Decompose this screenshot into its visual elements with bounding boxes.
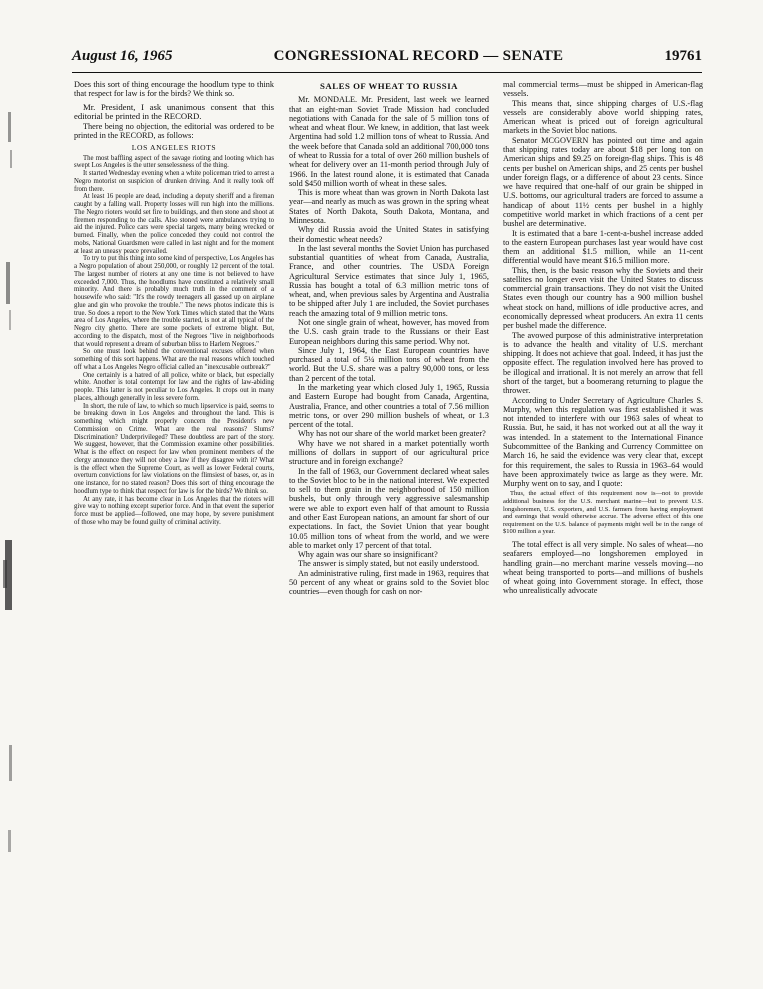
column-left [74, 80, 274, 980]
editorial-paragraph: At any rate, it has become clear in Los Angeles that the rioters will give way to nothing except superior force. And in that event the superior force must be applied—followed, one may hope, by severe punishment of those who may be found guilty of criminal activity. [74, 495, 274, 526]
page-number: 19761 [664, 48, 702, 64]
speech-paragraph: The avowed purpose of this administrative interpretation is to advance the health and vitality of U.S. merchant shipping. It does not achieve that goal. Indeed, it has just the opposite effect. The regulation involved here has proved to be illogical and irrational. It is not merely an arrow that fell short of the target, but a boomerang returning to plague the thrower. [503, 330, 703, 396]
print-order-text: There being no objection, the editorial was ordered to be printed in the RECORD, as follows: [74, 121, 274, 140]
masthead [72, 48, 702, 73]
speech-paragraph: Since July 1, 1964, the East European countries have purchased a total of 5¼ million tons of wheat from the world. But the U.S. share was a paltry 90,000 tons, or less than 2 percent of the total. [289, 345, 489, 383]
editorial-paragraph: The most baffling aspect of the savage rioting and looting which has swept Los Angeles is the utter senselessness of the thing. [74, 154, 274, 170]
column-right [503, 80, 703, 980]
editorial-paragraph: At least 16 people are dead, including a deputy sheriff and a fireman caught by a falling wall. Property losses will run high into the millions. The Negro rioters would set fire to buildings, and then stone and shoot at firemen responding to the calls. Also stoned were ambulances trying to aid the injured. Police cars were special targets, many being wrecked or burned. Finally, when the police conceded they could not control the mobs, National Guardsmen were called in last night and for the moment at least an uneasy peace prevailed. [74, 193, 274, 255]
speech-paragraph: Mr. MONDALE. Mr. President, last week we learned that an eight-man Soviet Trade Mission had concluded negotiations with Canada for the sale of 5 million tons of wheat and wheat flour. We knew, in addition, that last week Argentina had sold 1.2 million tons of wheat to Russia. And the week before that Canada sold an additional 700,000 tons of wheat to Russia for a total of over 260 million bushels of wheat for delivery over an 11-month period through July of 1966. In the latest round alone, it is estimated that Canada sold $450 million worth of wheat in these sales. [289, 95, 489, 188]
speech-paragraph: In the fall of 1963, our Government declared wheat sales to the Soviet bloc to be in the national interest. We expected to sell to them grain in the neighborhood of 150 million bushels, but only through very aggressive salesmanship were we able to export even half of that amount to Russia and other East European nations, an amount far short of our expectations. In fact, the Soviet Union that year bought 10.05 million tons of wheat from the world, and we were able to market only 17 percent of that total. [289, 466, 489, 550]
issue-date: August 16, 1965 [72, 48, 173, 64]
continued-text: mal commercial terms—must be shipped in American-flag vessels. [503, 80, 703, 99]
speech-paragraph: Not one single grain of wheat, however, has moved from the U.S. cash grain trade to the Russians or their East European neighbors during this same period. Why not. [289, 318, 489, 346]
speech-paragraph: Why did Russia avoid the United States in satisfying their domestic wheat needs? [289, 225, 489, 244]
editorial-paragraph: So one must look behind the conventional excuses offered when something of this sort happens. What are the real reasons which touched off what a Los Angeles Negro official called an "inexcusable outbreak?" [74, 348, 274, 371]
editorial-paragraph: It started Wednesday evening when a white policeman tried to arrest a Negro motorist on suspicion of drunken driving. And it really took off from there. [74, 170, 274, 193]
publication-title: CONGRESSIONAL RECORD — SENATE [273, 48, 564, 64]
editorial-paragraph: In short, the rule of law, to which so much lipservice is paid, seems to be breaking down in Los Angeles and throughout the land. This is something which might properly concern the President's new Commission on Crime. What are the real reasons? Slums? Discrimination? Underprivileged? These doubtless are part of the story. We suggest, however, that the Commission examine other possibilities. What is the effect on respect for law when prominent members of the clergy announce they will not obey a law if they disagree with it? What is the effect when the Supreme Court, as well as lower Federal courts, overturn convictions for law violations on the flimsiest of bases, or, as in one instance, for no stated reason? Does this sort of thing encourage the hoodlum type to think that respect for law is for the birds? We think so. [74, 402, 274, 495]
editorial-paragraph: One certainly is a hatred of all police, white or black, but especially white. Another is total contempt for law and the rights of law-abiding people. This latter is not peculiar to Los Angeles. It crops out in many places, although generally in less severe form. [74, 371, 274, 402]
speech-paragraph: Why has not our share of the world market been greater? [298, 429, 486, 439]
speech-paragraph: This, then, is the basic reason why the Soviets and their satellites no longer even visit the United States to discuss commercial grain transactions. They do not visit the United States even though our country has a 900 million bushel wheat stock on hand, millions of idle productive acres, and economically depressed wheat producers. An extra 11 cents per bushel made the difference. [503, 265, 703, 331]
section-title: SALES OF WHEAT TO RUSSIA [320, 81, 458, 91]
column-opening-text: Does this sort of thing encourage the hoodlum type to think that respect for law is for the birds? We think so. [74, 80, 274, 99]
speech-paragraph: In the marketing year which closed July 1, 1965, Russia and Eastern Europe had bought from Canada, Argentina, Australia, France, and other countries a total of 7.56 million metric tons, or over 290 million bushels of wheat, or 1.3 percent of the total. [289, 383, 489, 430]
speech-paragraph: In the last several months the Soviet Union has purchased substantial quantities of wheat from Canada, Australia, France, and other countries. The USDA Foreign Agricultural Service estimates that since July 1, 1965, Russia has bought a total of 6.3 million metric tons of wheat, and, when previous sales by Argentina and Australia to be shipped after July 1 are included, the Soviet purchases reach the amazing total of 9 million metric tons. [289, 243, 489, 318]
speech-paragraph: The total effect is all very simple. No sales of wheat—no seafarers employed—no longshoremen employed in handling grain—no merchant marine vessels moving—no wheat being transported to ports—and millions of bushels of wheat going into Government storage. In effect, those who unrealistically advocate [503, 539, 703, 596]
speech-paragraph: It is estimated that a bare 1-cent-a-bushel increase added to the eastern European purchases last year would have cost them an additional $1.5 million, while an 11-cent differential would have meant $16.5 million more. [503, 228, 703, 266]
speech-paragraph: Why have we not shared in a market potentially worth millions of dollars in support of our agricultural price structure and in foreign exchange? [289, 438, 489, 467]
speech-paragraph: This is more wheat than was grown in North Dakota last year—and nearly as much as was grown in the spring wheat States of North Dakota, South Dakota, Montana, and Minnesota. [289, 188, 489, 225]
speech-paragraph: Why again was our share so insignificant? [298, 550, 438, 560]
editorial-title: LOS ANGELES RIOTS [131, 143, 217, 153]
speech-paragraph: This means that, since shipping charges of U.S.-flag vessels are considerably above world shipping rates, American wheat is priced out of foreign agricultural markets in the Soviet bloc nations. [503, 98, 703, 136]
editorial-paragraph: To try to put this thing into some kind of perspective, Los Angeles has a Negro population of about 250,000, or roughly 12 percent of the total. The largest number of rioters at any one time is not believed to have exceeded 7,000. Thus, the hoodlums have constituted a relatively small minority. And there is probably much truth in the comment of a housewife who said: "It's the rowdy teenagers all gassed up on airplane glue and gin who provoke the trouble." The news photos indicate this is true. So does a report to the New York Times which stated that the Watts area of Los Angeles, where the trouble started, is not at all typical of the Negro city ghetto. There are some pockets of extreme blight. But, according to the dispatch, most of the Negroes "live in neighborhoods that would represent a dream of suburban bliss to Harlem Negroes." [74, 255, 274, 348]
unanimous-consent-request: Mr. President, I ask unanimous consent that this editorial be printed in the RECORD. [74, 101, 274, 122]
block-quote: Thus, the actual effect of this requirement now is—not to provide additional business for the U.S. merchant marine—but to prevent U.S. longshoremen, U.S. exporters, and U.S. farmers from having employment and earnings that would otherwise accrue. The adverse effect of this one requirement on the U.S. balance of payments might well be in the range of $100 million a year. [503, 490, 703, 536]
column-middle [289, 80, 489, 980]
speech-paragraph: An administrative ruling, first made in 1963, requires that 50 percent of any wheat or grains sold to the Soviet bloc countries—even though for cash on nor- [289, 568, 489, 597]
speech-paragraph: The answer is simply stated, but not easily understood. [298, 559, 480, 569]
speech-paragraph: Senator MCGOVERN has pointed out time and again that shipping rates today are about $18 per long ton on American ships and $9.25 on foreign-flag ships. This is 48 cents per bushel on American ships, and 25 cents per bushel under foreign flags, or a difference of about 23 cents. Since we have required that one-half of our grain be shipped in U.S. bottoms, our agricultural traders are forced to assume a handicap of about 11½ cents per bushel in a highly competitive world market in which fractions of a cent per bushel are determinative. [503, 135, 703, 229]
binding-margin-marks [0, 0, 30, 989]
speech-paragraph: According to Under Secretary of Agriculture Charles S. Murphy, when this regulation was first established it was not intended to interfere with our 1963 sales of wheat to Russia. But, he said, it has not worked out at all the way it was intended. In a statement to the International Finance Subcommittee of the Banking and Currency Committee on March 16, he said the evidence was very clear that, except for this requirement, the sales to Russia in 1963–64 would have been approximately twice as large as they were. Mr. Murphy went on to say, and I quote: [503, 395, 703, 489]
